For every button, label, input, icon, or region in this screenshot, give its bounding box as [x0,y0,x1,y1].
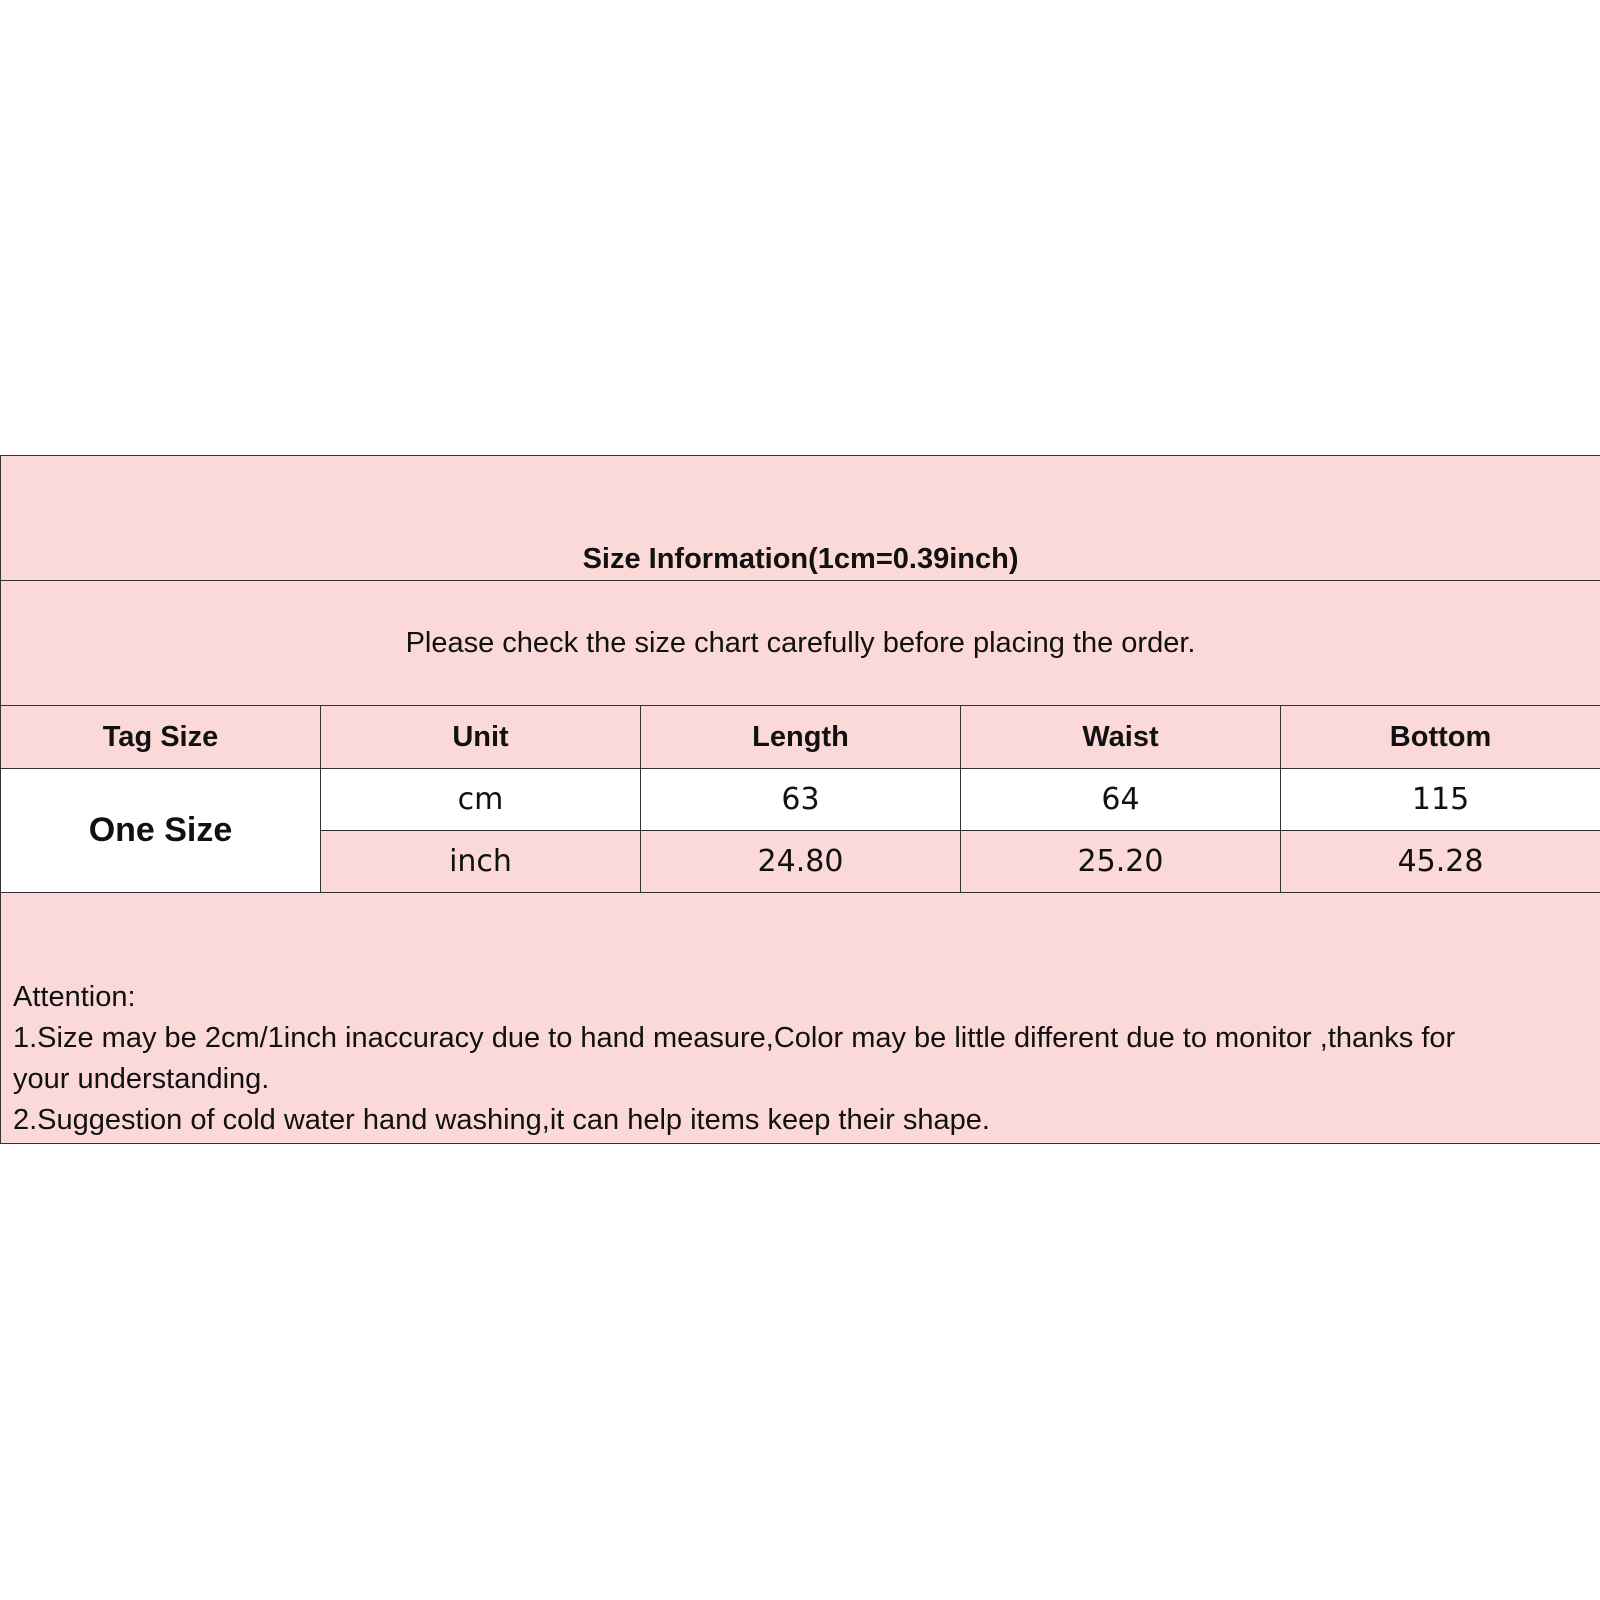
attention-line-1-continued: your understanding. [13,1063,270,1095]
unit-cm: cm [321,769,641,831]
waist-cm: 64 [961,769,1281,831]
bottom-cm: 115 [1281,769,1600,831]
size-chart-table [0,455,1600,1144]
tag-size-value: One Size [1,769,321,893]
length-cm: 63 [641,769,961,831]
note-row [1,581,1600,706]
unit-inch: inch [321,831,641,893]
attention-row [1,893,1600,1144]
header-bottom: Bottom [1281,706,1600,769]
header-row [1,706,1600,769]
title-row [1,456,1600,581]
bottom-inch: 45.28 [1281,831,1600,893]
table-row [1,769,1600,831]
attention-line-1: 1.Size may be 2cm/1inch inaccuracy due to hand measure,Color may be little different due to monitor ,thanks for [13,1022,1456,1054]
attention-line-2: 2.Suggestion of cold water hand washing,it can help items keep their shape. [13,1104,990,1136]
header-length: Length [641,706,961,769]
attention-heading: Attention: [13,981,136,1013]
waist-inch: 25.20 [961,831,1281,893]
size-information-title [1,456,1600,581]
size-chart-note: Please check the size chart carefully before placing the order. [1,581,1600,706]
attention-text [1,977,1600,1143]
header-tag-size: Tag Size [1,706,321,769]
header-unit: Unit [321,706,641,769]
length-inch: 24.80 [641,831,961,893]
title-text: Size Information(1cm=0.39inch) [582,543,1019,575]
header-waist: Waist [961,706,1281,769]
attention-section [1,893,1600,1144]
